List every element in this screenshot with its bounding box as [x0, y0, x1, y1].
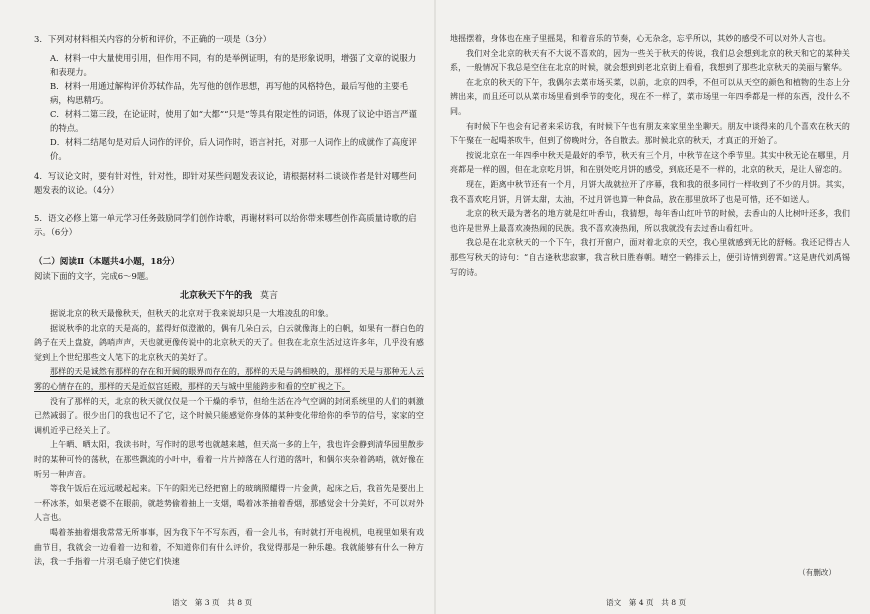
- article-paragraph: 我们对全北京的秋天有不大说不喜欢的，因为一些关于秋天的传说，我们总会想到北京的秋天和它的某种关系，一般情况下我总是空住在北京的时候，就会想到到老北京街上看看，我想到了那些北京秋天的美丽与繁华。: [450, 48, 850, 73]
- article-paragraph: 我总是在北京秋天的一个下午，我打开窗户，面对着北京的天空，我心里就感到无比的舒畅。我还记得古人那些写秋天的诗句：“自古逢秋悲寂寥，我言秋日胜春朝。晴空一鹤排云上，便引诗情到碧霄。”这是唐代刘禹锡写的诗。: [450, 238, 850, 277]
- q3-option-d: D．材料二结尾句是对后人词作的评价，后人词作时，语言衬托，对那一人词作上的成就作了高度评价。: [50, 137, 417, 161]
- article-paragraph: 现在，距离中秋节还有一个月，月饼大战就拉开了序幕，我和我的很多同行一样收到了不少的月饼。其实，我不喜欢吃月饼，月饼太甜，太油，不过月饼也算一种食品，放在那里放坏了也是可惜，还不如送人。: [450, 179, 850, 204]
- q3-option-c: C．材料二第三段，在论证时，使用了如“大都”“只是”等具有限定性的词语，体现了议论中语言严谨的特点。: [50, 109, 417, 133]
- question-4: 4. 写议论文时，要有针对性，针对性，即针对某些问题发表议论，请根据材料二谈谈作者是针对哪些问题发表的议论。（4分）: [34, 171, 417, 195]
- right-column: [450, 32, 850, 280]
- article-paragraph: 北京的秋天最为著名的地方就是红叶香山，我猜想，每年香山红叶节的时候，去香山的人比树叶还多，我们也许是世界上最喜欢凑热闹的民族。我不喜欢凑热闹，所以我就没有去过香山看红叶。: [450, 209, 850, 233]
- article-paragraph: 据说北京的秋天最像秋天，但秋天的北京对于我来说却只是一大堆凌乱的印象。: [50, 309, 334, 318]
- article-paragraph: 按说北京在一年四季中秋天是最好的季节，秋天有三个月，中秋节在这个季节里。其实中秋无论在哪里，月亮都是一样的圆，但在北京吃月饼，和在别处吃月饼的感受，到底还是不一样的，北京的秋天，是让人留恋的。: [450, 150, 850, 175]
- article-title: 北京秋天下午的我 莫言: [179, 291, 279, 301]
- article-paragraph: 喝着茶抽着烟我常常无所事事，因为我下午不写东西，看一会儿书，有时就打开电视机，电视里如果有戏曲节目，我就会一边看着一边和着，不知道你们有什么评价，我觉得那是一种乐趣。我就能够有什么一种方法，我一手指着一片羽毛扇子使它们快速: [34, 527, 424, 567]
- page-3: [0, 0, 434, 614]
- article-paragraph: 等我午饭后在远远暖起起来。下午的阳光已经把窗上的玻璃照耀得一片金黄，起床之后，我首先是要出上一杯冰茶，如果老婆不在眼前，就趁势偷着抽上一支烟，喝着冰茶抽着香烟，那感觉会十分美好，不可以对外人言也。: [34, 484, 424, 523]
- article-paragraph: 有时候下午也会有记者来采访我，有时候下午也有朋友来家里坐坐聊天。朋友中谈得来的几个喜欢在秋天的下午聚在一起喝茶吹牛，但到了傍晚时分，各自散去。那时候北京的秋天，才真正的开始了。: [450, 121, 850, 146]
- q3-option-b: B．材料一用通过解构评价苏轼作品，先写他的创作思想，再写他的风格特色，最后写他的主要毛病，构思精巧。: [50, 81, 408, 105]
- section-instructions: 阅读下面的文字，完成6～9题。: [34, 271, 154, 281]
- article-paragraph: 在北京的秋天的下午，我偶尔去菜市场买菜，以前，北京的四季，不但可以从天空的颜色和植物的生态上分辨出来，而且还可以从菜市场里看到季节的变化，现在不一样了，菜市场里一年四季都是一样的东西，没什么不同。: [450, 77, 850, 116]
- section-title: （二）阅读Ⅱ（本题共4小题，18分）: [34, 257, 180, 267]
- article-paragraph: 没有了那样的天，北京的秋天就仅仅是一个干燥的季节，但给生活在冷气空调的封闭系统里的人们的刺激已然减弱了。很少出门的我也记不了它，这个时候只能感觉你身体的某种变化带给你的季节的信号，家家的空调机近乎已经关上了。: [34, 396, 424, 435]
- article-paragraph: 上午晒、晒太阳，我读书时，写作时的思考也就越来越，但天高一多的上午，我也许会静到清华园里散步时的某种可怜的荡秋，在那些飘流的小叶中，看着一片片掉落在人行道的落叶，和偶尔夹杂着鸽哨，就好像在听另一种声音。: [34, 440, 424, 479]
- page-footer-left: 语文 第 3 页 共 8 页: [172, 598, 253, 607]
- article-author: 莫言: [260, 291, 279, 301]
- question-5: 5. 语文必修上第一单元学习任务鼓励同学们创作诗歌，再谢材料可以给你带来哪些创作高质量诗歌的启示。（6分）: [34, 213, 417, 237]
- article-paragraph-underlined: 那样的天是诚然有那样的存在和开阔的眼界而存在的，那样的天是与鸽相映的，那样的天是与那种无人云雾的心情存在的，那样的天是近似宫廷殿，那样的天与城中里能跨步和看的空旷视之下。: [34, 367, 424, 391]
- left-column: [34, 32, 424, 570]
- adaptation-note: （有删改）: [798, 568, 836, 577]
- article-paragraph: 地摇摆着，身体也在座子里摇晃，和着音乐的节奏，心无杂念，忘乎所以，其妙的感受不可以对外人言也。: [450, 34, 831, 43]
- page-footer-right: 语文 第 4 页 共 8 页: [606, 598, 687, 607]
- page-4: [436, 0, 870, 614]
- question-3: 3. 下列对材料相关内容的分析和评价，不正确的一项是（3分）: [34, 34, 272, 44]
- q3-option-a: A．材料一中大量使用引用，但作用不同，有的是举例证明，有的是形象说明，增强了文章的说服力和表现力。: [50, 53, 417, 77]
- article-paragraph: 据说秋季的北京的天是高的，蓝得好似澄澈的，偶有几朵白云，白云就像海上的白帆，如果有一群白色的鸽子在天上盘旋，鸽哨声声，天也就更像传说中的北京秋天的天了。但我在北京生活过这许多年，几乎没有感觉到上个世纪那些文人笔下的北京秋天的美好了。: [34, 323, 424, 362]
